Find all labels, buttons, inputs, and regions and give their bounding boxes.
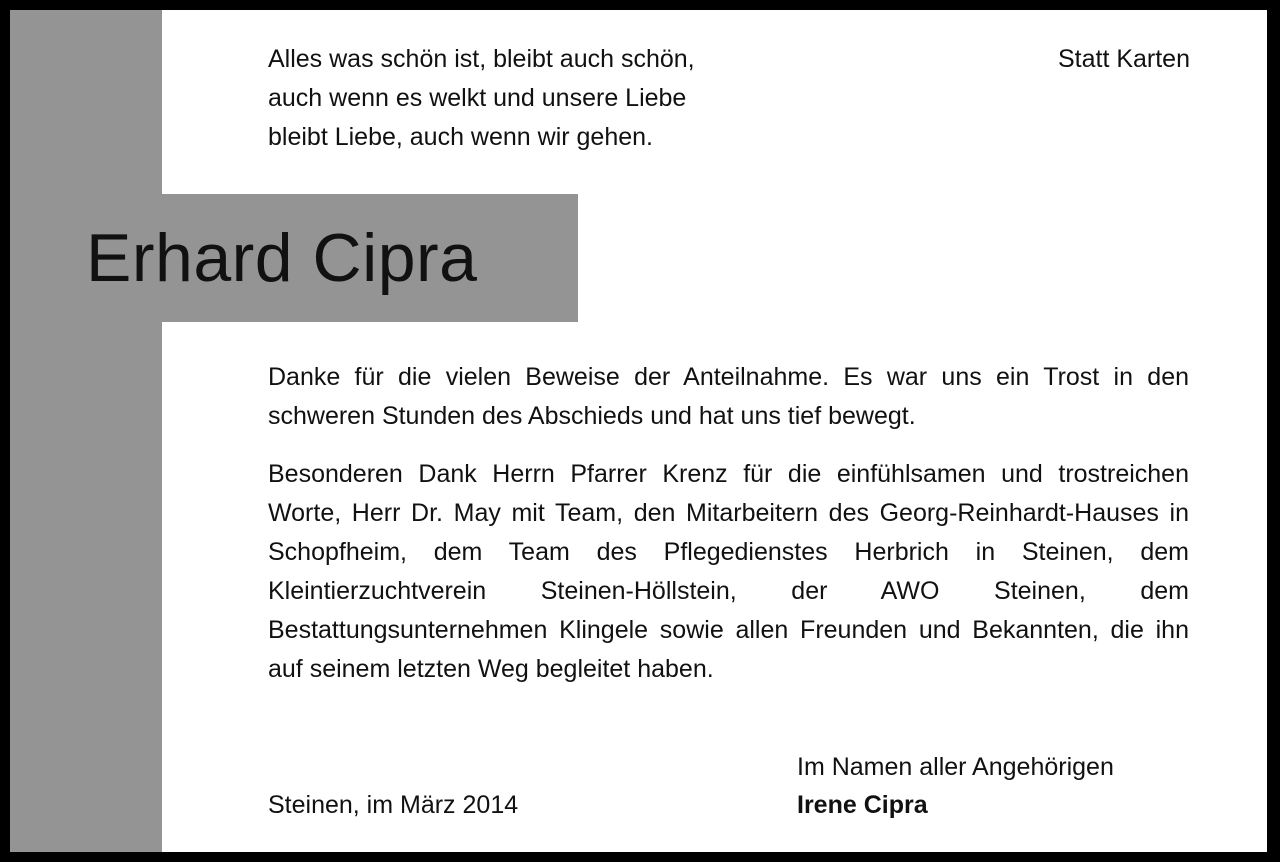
statt-karten: Statt Karten <box>1057 45 1190 73</box>
thanks-paragraph: Danke für die vielen Beweise der Anteilnahme. Es war uns ein Trost in den schweren Stunden des Abschieds und hat uns tief bewegt. <box>268 363 1189 430</box>
deceased-name: Erhard Cipra <box>86 220 478 296</box>
poem-line: auch wenn es welkt und unsere Liebe <box>268 84 687 112</box>
special-thanks-paragraph: Besonderen Dank Herrn Pfarrer Krenz für die einfühlsamen und trostreichen Worte, Herr Dr. May mit Team, den Mitarbeitern des Georg-Reinhardt-Hauses in Schopfheim, dem Team des Pflegedienstes Herbrich in Steinen, dem Kleintierzuchtverein Steinen-Höllstein, der AWO Steinen, dem Bestattungsunternehmen Klingele sowie allen Freunden und Bekannten, die ihn auf seinem letzten Weg begleitet haben. <box>268 460 1189 683</box>
poem-line: bleibt Liebe, auch wenn wir gehen. <box>268 123 653 151</box>
gray-side-bar <box>10 10 162 852</box>
place-date: Steinen, im März 2014 <box>268 791 519 819</box>
closing-line: Im Namen aller Angehörigen <box>797 753 1114 781</box>
signer-name: Irene Cipra <box>797 791 928 819</box>
obituary-card <box>10 10 1267 852</box>
poem-line: Alles was schön ist, bleibt auch schön, <box>268 45 695 73</box>
poem <box>268 40 828 157</box>
